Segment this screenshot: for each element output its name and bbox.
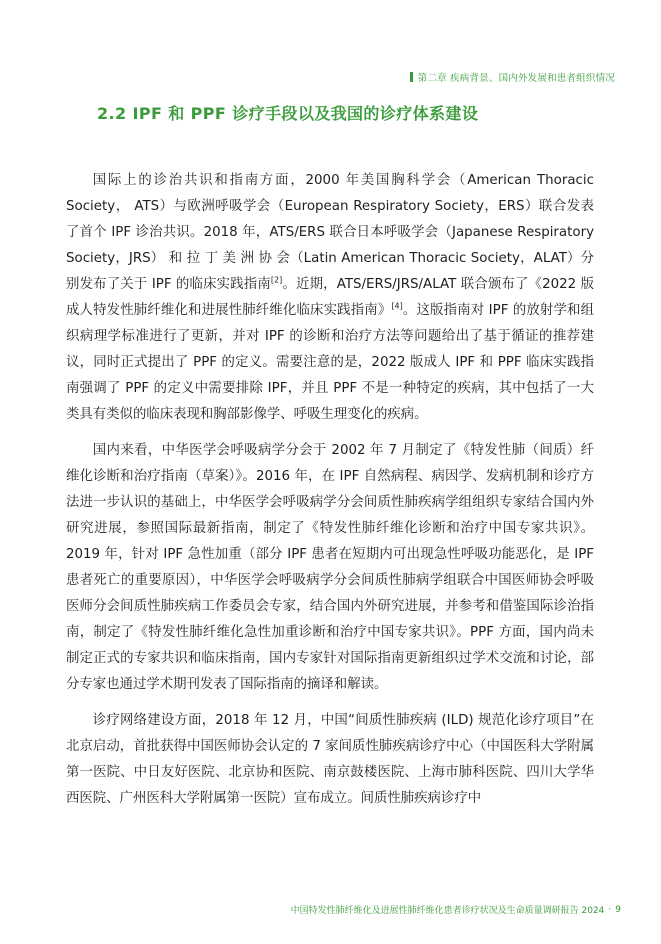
footer-separator: · <box>608 904 612 915</box>
paragraph-domestic-guidelines: 国内来看，中华医学会呼吸病学分会于 2002 年 7 月制定了《特发性肺（间质）纤维化诊断和治疗指南（草案）》。2016 年，在 IPF 自然病程、病因学、发病机制和诊疗方法进一步认识的基础上，中华医学会呼吸病学分会间质性肺疾病学组组织专家结合国内外研究进展，参照国际最新指南，制定了《特发性肺纤维化诊断和治疗中国专家共识》。2019 年，针对 IPF 急性加重（部分 IPF 患者在短期内可出现急性呼吸功能恶化，是 IPF 患者死亡的重要原因），中华医学会呼吸病学分会间质性肺病学组联合中国医师协会呼吸医师分会间质性肺疾病工作委员会专家，结合国内外研究进展，并参考和借鉴国际诊治指南，制定了《特发性肺纤维化急性加重诊断和治疗中国专家共识》。PPF 方面，国内尚未制定正式的专家共识和临床指南，国内专家针对国际指南更新组织过学术交流和讨论，部分专家也通过学术期刊发表了国际指南的摘译和解读。 <box>66 443 594 692</box>
body-text <box>66 168 594 812</box>
header-marker <box>410 72 413 82</box>
citation-ref: [2] <box>270 275 283 285</box>
paragraph-care-network: 诊疗网络建设方面，2018 年 12 月，中国“间质性肺疾病 (ILD) 规范化诊疗项目”在北京启动，首批获得中国医师协会认定的 7 家间质性肺疾病诊疗中心（中国医科大学附属第一医院、中日友好医院、北京协和医院、南京鼓楼医院、上海市肺科医院、四川大学华西医院、广州医科大学附属第一医院）宣布成立。间质性肺疾病诊疗中 <box>66 713 594 806</box>
running-header-text: 第二章 疾病背景、国内外发展和患者组织情况 <box>417 73 615 84</box>
page-footer <box>291 903 621 916</box>
citation-ref: [4] <box>391 301 403 311</box>
running-header <box>410 70 615 84</box>
section-title: 2.2 IPF 和 PPF 诊疗手段以及我国的诊疗体系建设 <box>97 104 479 123</box>
paragraph-text: 。这版指南对 IPF 的放射学和组织病理学标准进行了更新，并对 IPF 的诊断和治疗方法等问题给出了基于循证的推荐建议，同时正式提出了 PPF 的定义。需要注意的是，2022 版成人 IPF 和 PPF 临床实践指南强调了 PPF 的定义中需要排除 IPF，并且 PPF 不是一种特定的疾病，其中包括了一大类具有类似的临床表现和胸部影像学、呼吸生理变化的疾病。 <box>66 303 594 422</box>
paragraph-text: 。近期，ATS/ERS/JRS/ALAT 联合颁布了《2022 版成人特发性肺纤维化和进展性肺纤维化临床实践指南》 <box>66 277 594 318</box>
paragraph-text: 国际上的诊治共识和指南方面，2000 年美国胸科学会（American Thoracic Society， ATS）与欧洲呼吸学会（European Respiratory Society，ERS）联合发表了首个 IPF 诊治共识。2018 年，ATS/ERS 联合日本呼吸学会（Japanese Respiratory Society，JRS） 和 拉 丁 美 洲 协 会（Latin American Thoracic Society，ALAT）分别发布了关于 IPF 的临床实践指南 <box>66 173 594 292</box>
page-number: 9 <box>615 904 621 915</box>
footer-report-title: 中国特发性肺纤维化及进展性肺纤维化患者诊疗状况及生命质量调研报告 2024 <box>290 906 605 916</box>
paragraph-international-guidelines <box>66 168 594 428</box>
